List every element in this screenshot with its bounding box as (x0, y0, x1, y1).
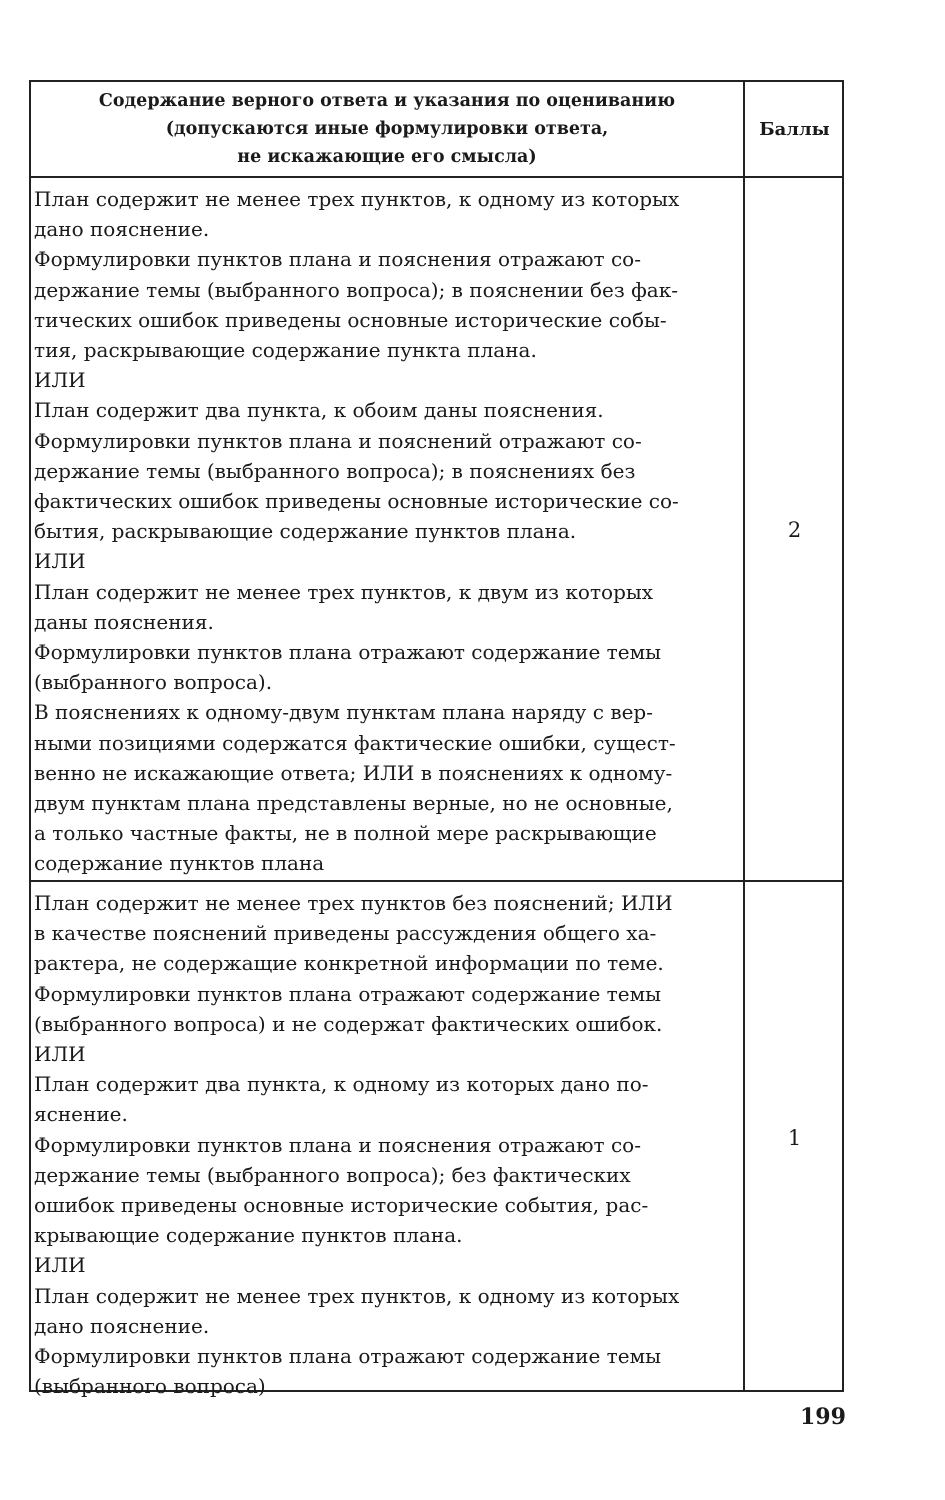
scoring-table (29, 80, 844, 1399)
score-value: 2 (787, 518, 802, 542)
text-line: План содержит два пункта, к одному из которых дано по- (34, 1072, 649, 1097)
text-line: венно не искажающие ответа; ИЛИ в пояснениях к одному- (34, 760, 673, 785)
text-line: (выбранного вопроса). (34, 670, 273, 695)
header-line: Содержание верного ответа и указания по оцениванию (98, 91, 676, 111)
score-value: 1 (787, 1126, 802, 1150)
text-line: ИЛИ (34, 368, 86, 393)
text-line: в качестве пояснений приведены рассуждения общего ха- (34, 921, 657, 946)
text-line: даны пояснения. (34, 609, 214, 634)
text-line: В пояснениях к одному-двум пунктам плана наряду с вер- (34, 700, 653, 725)
text-line: дано пояснение. (34, 217, 210, 242)
text-line: содержание пунктов плана (34, 851, 325, 876)
text-line: ИЛИ (34, 1042, 86, 1067)
header-line: (допускаются иные формулировки ответа, (165, 119, 609, 139)
text-line: дано пояснение. (34, 1313, 210, 1338)
text-line: тия, раскрывающие содержание пункта плана. (34, 338, 537, 363)
score-column-header: Баллы (759, 118, 830, 140)
text-line: (выбранного вопроса) и не содержат фактических ошибок. (34, 1011, 663, 1036)
text-line: Формулировки пунктов плана отражают содержание темы (34, 1344, 662, 1369)
header-line: не искажающие его смысла) (237, 147, 537, 167)
text-line: а только частные факты, не в полной мере раскрывающие (34, 821, 657, 846)
text-line: План содержит не менее трех пунктов, к одному из которых (34, 1283, 680, 1308)
row-1-content (34, 888, 742, 1401)
header-divider (31, 176, 842, 178)
text-line: бытия, раскрывающие содержание пунктов плана. (34, 519, 577, 544)
text-line: План содержит не менее трех пунктов, к одному из которых (34, 187, 680, 211)
text-line: держание темы (выбранного вопроса); без фактических (34, 1162, 631, 1187)
content-column-header (31, 82, 743, 176)
text-line: держание темы (выбранного вопроса); в пояснении без фак- (34, 277, 678, 302)
row-2-content (34, 184, 742, 879)
text-line: ИЛИ (34, 1253, 86, 1278)
text-line: тических ошибок приведены основные исторические собы- (34, 307, 667, 332)
text-line: ошибок приведены основные исторические события, рас- (34, 1193, 649, 1218)
text-line: Формулировки пунктов плана и пояснений отражают со- (34, 428, 642, 453)
page-number: 199 (800, 1404, 846, 1430)
text-line: План содержит не менее трех пунктов без пояснений; ИЛИ (34, 891, 673, 915)
text-line: План содержит два пункта, к обоим даны пояснения. (34, 398, 604, 423)
text-line: Формулировки пунктов плана отражают содержание темы (34, 640, 662, 665)
text-line: Формулировки пунктов плана и пояснения отражают со- (34, 1132, 641, 1157)
text-line: фактических ошибок приведены основные исторические со- (34, 489, 679, 514)
text-line: крывающие содержание пунктов плана. (34, 1223, 463, 1248)
text-line: держание темы (выбранного вопроса); в пояснениях без (34, 458, 636, 483)
text-line: рактера, не содержащие конкретной информации по теме. (34, 951, 664, 976)
text-line: Формулировки пунктов плана и пояснения отражают со- (34, 247, 641, 272)
text-line: План содержит не менее трех пунктов, к двум из которых (34, 579, 654, 604)
text-line: ИЛИ (34, 549, 86, 574)
text-line: яснение. (34, 1102, 128, 1127)
row-divider (31, 880, 842, 882)
column-divider (743, 82, 745, 1390)
text-line: ными позициями содержатся фактические ошибки, сущест- (34, 730, 676, 755)
text-line: Формулировки пунктов плана отражают содержание темы (34, 981, 662, 1006)
text-line: (выбранного вопроса) (34, 1374, 266, 1399)
text-line: двум пунктам плана представлены верные, но не основные, (34, 791, 673, 816)
